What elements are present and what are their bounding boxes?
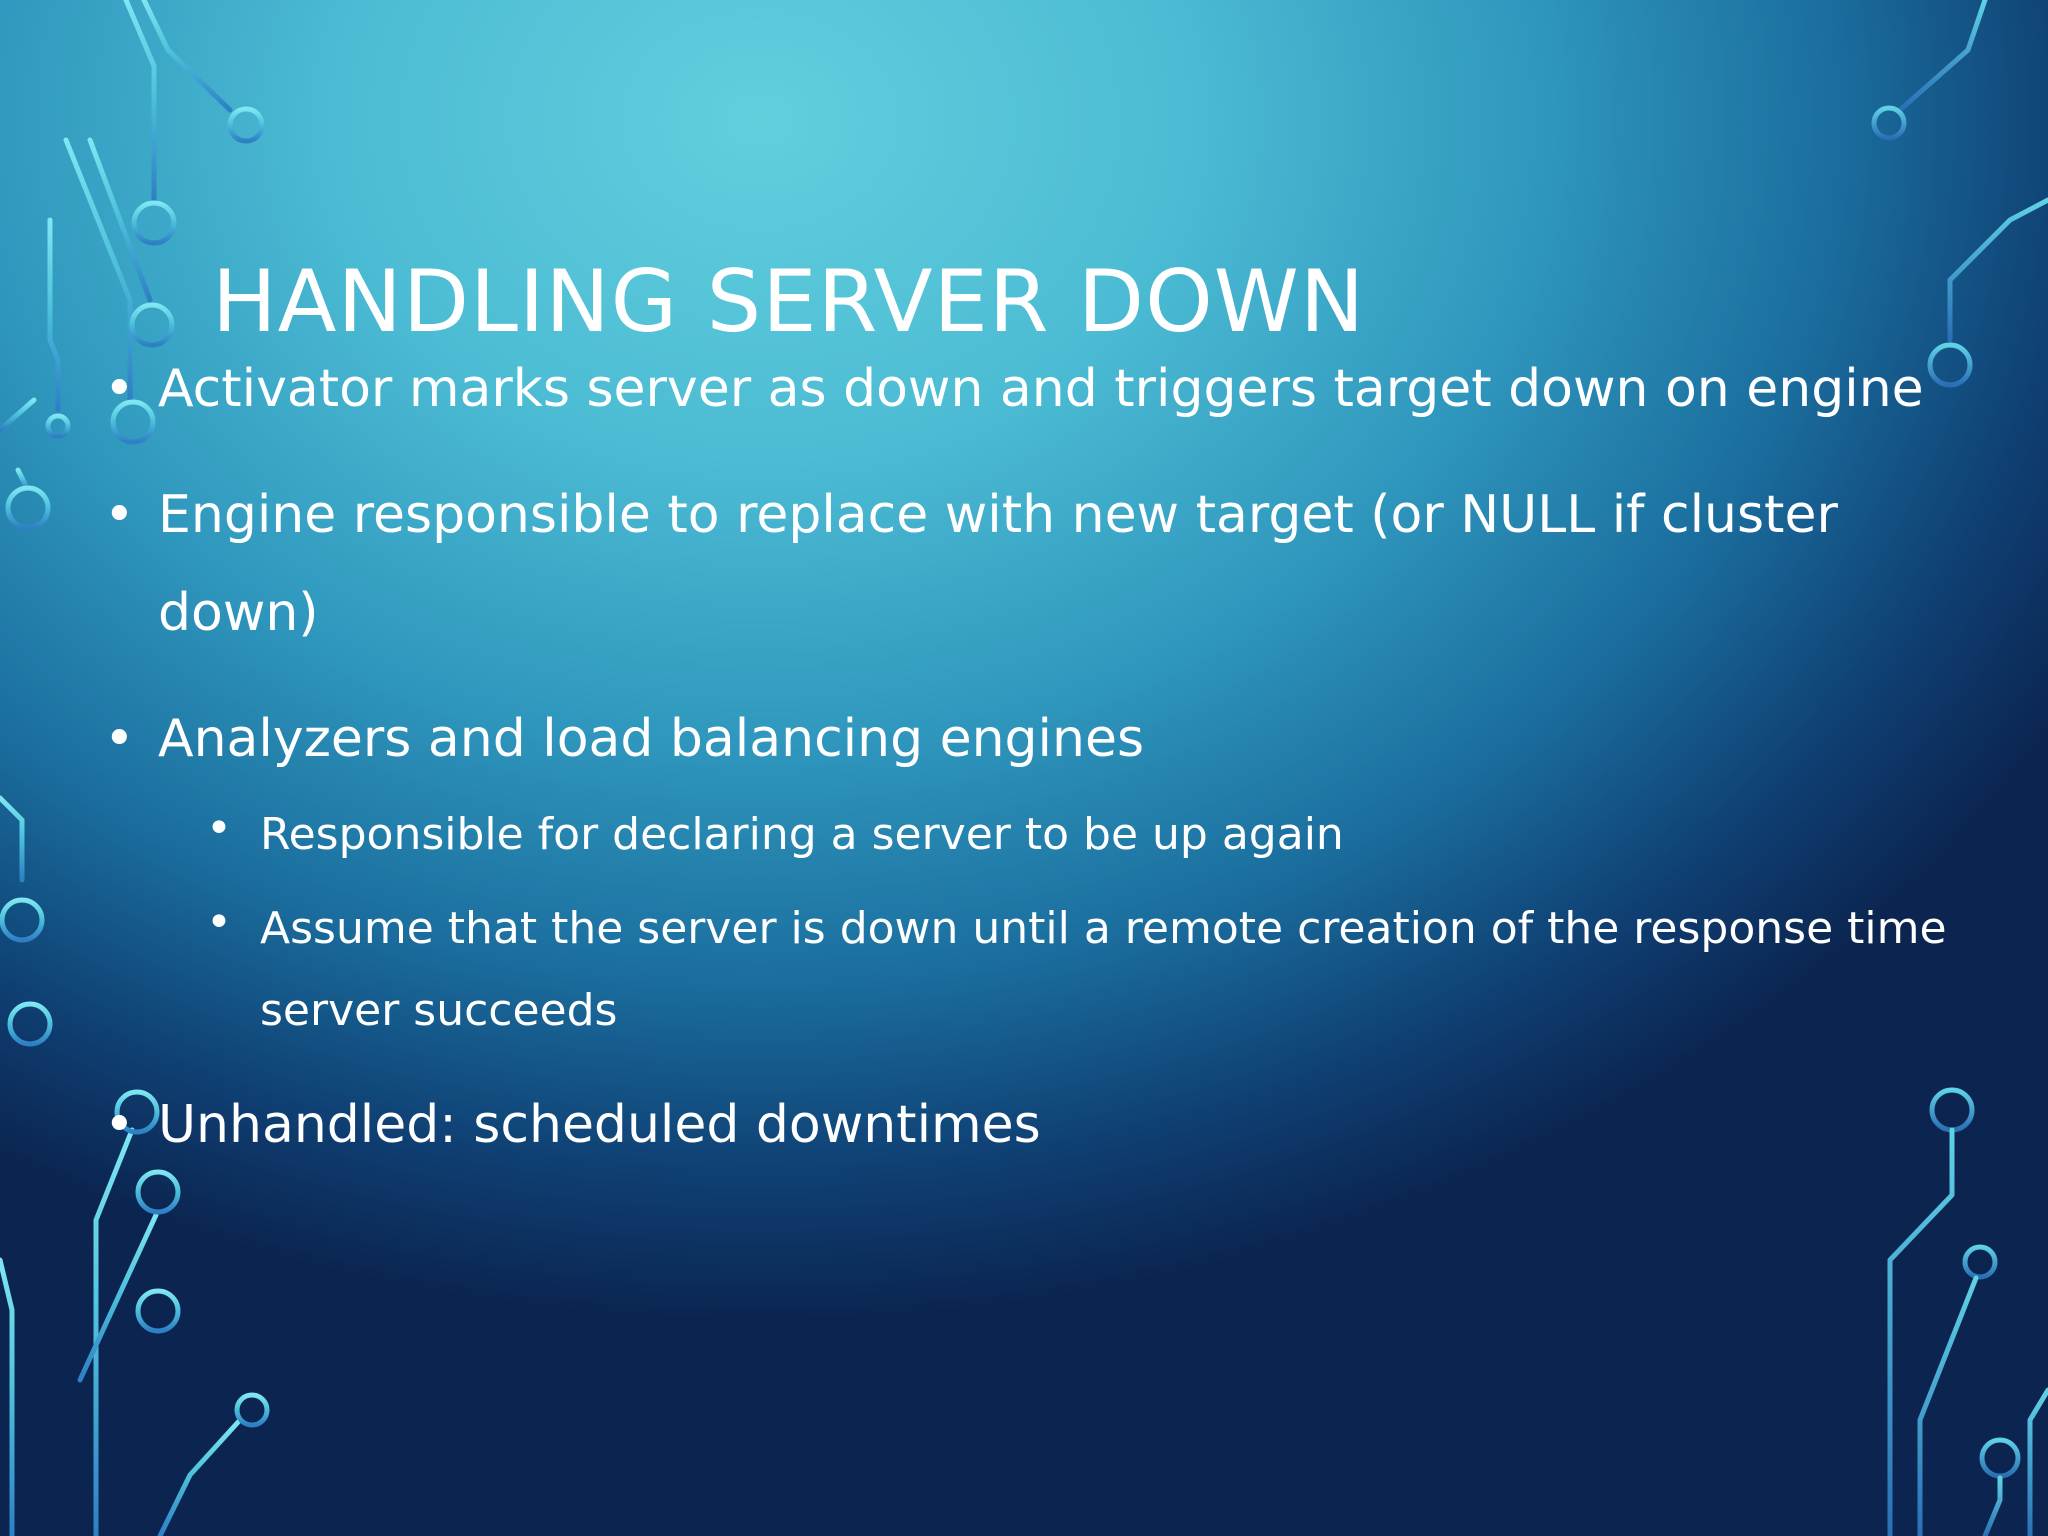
sub-bullet-dot-icon: • [206, 803, 232, 854]
bullet-item [104, 1076, 1984, 1174]
sub-bullet-text: Assume that the server is down until a remote creation of the response time server succeeds [260, 903, 1947, 1036]
sub-bullet-list [104, 794, 1984, 1052]
bullet-dot-icon: • [104, 485, 135, 545]
sub-bullet-item [104, 888, 1984, 1052]
bullet-dot-icon: • [104, 709, 135, 769]
slide-title: HANDLING SERVER DOWN [212, 252, 1366, 352]
sub-bullet-dot-icon: • [206, 897, 232, 948]
bullet-list [104, 340, 1984, 1202]
bullet-text: Analyzers and load balancing engines [158, 709, 1145, 769]
bullet-dot-icon: • [104, 359, 135, 419]
sub-bullet-text: Responsible for declaring a server to be up again [260, 809, 1344, 860]
bullet-text: Engine responsible to replace with new target (or NULL if cluster down) [158, 485, 1838, 643]
right-circuit-upper [1874, 0, 2048, 385]
bullet-item [104, 690, 1984, 788]
sub-bullet-group [104, 794, 1984, 1052]
bullet-text: Unhandled: scheduled downtimes [158, 1095, 1041, 1155]
sub-bullet-item [104, 794, 1984, 876]
bullet-dot-icon: • [104, 1095, 135, 1155]
bullet-text: Activator marks server as down and triggers target down on engine [158, 359, 1924, 419]
bullet-item [104, 466, 1984, 662]
bullet-item [104, 340, 1984, 438]
